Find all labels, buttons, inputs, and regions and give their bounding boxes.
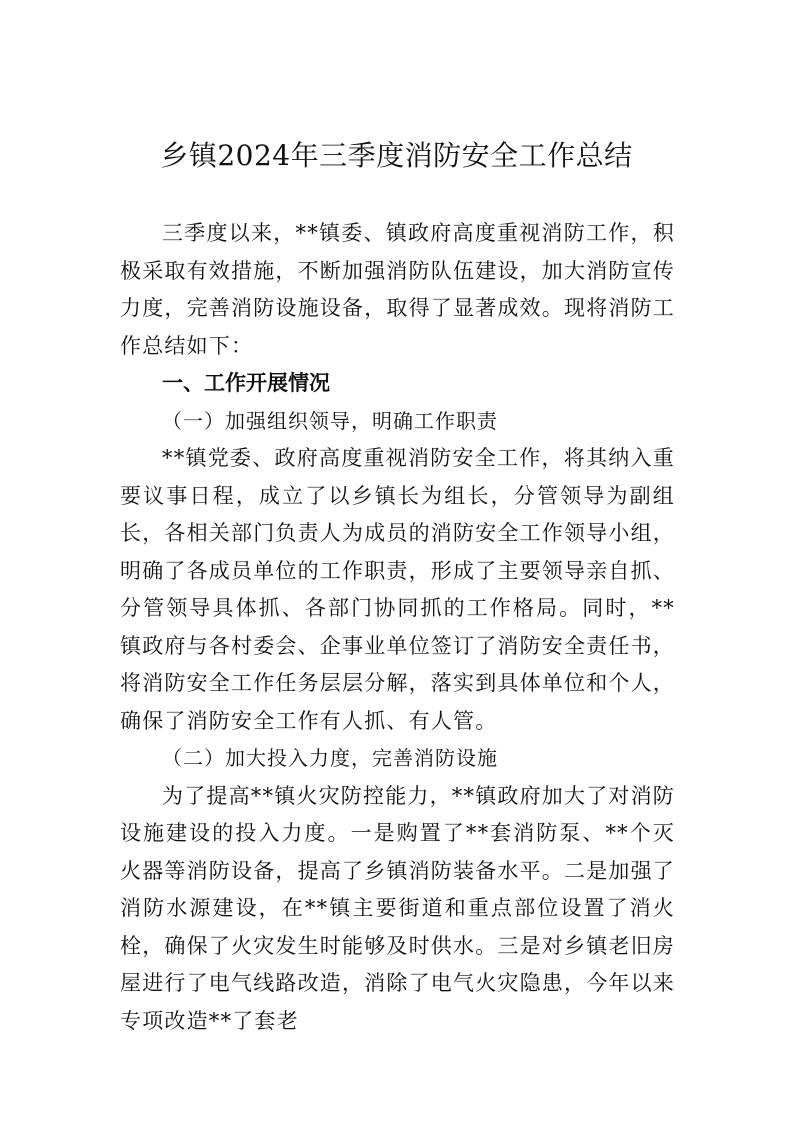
document-body (120, 215, 675, 1040)
intro-paragraph: 三季度以来，**镇委、镇政府高度重视消防工作，积极采取有效措施，不断加强消防队伍建设，加大消防宣传力度，完善消防设施设备，取得了显著成效。现将消防工作总结如下： (120, 221, 675, 358)
subsection-paragraph-investment: 为了提高**镇火灾防控能力，**镇政府加大了对消防设施建设的投入力度。一是购置了**套消防泵、**个灭火器等消防设备，提高了乡镇消防装备水平。二是加强了消防水源建设，在**镇主要街道和重点部位设置了消火栓，确保了火灾发生时能够及时供水。三是对乡镇老旧房屋进行了电气线路改造，消除了电气火灾隐患，今年以来专项改造**了套老 (120, 783, 675, 1033)
subsection-paragraph-organization: **镇党委、政府高度重视消防安全工作，将其纳入重要议事日程，成立了以乡镇长为组长，分管领导为副组长，各相关部门负责人为成员的消防安全工作领导小组，明确了各成员单位的工作职责，形成了主要领导亲自抓、分管领导具体抓、各部门协同抓的工作格局。同时，**镇政府与各村委会、企事业单位签订了消防安全责任书，将消防安全工作任务层层分解，落实到具体单位和个人，确保了消防安全工作有人抓、有人管。 (120, 446, 675, 733)
subsection-heading-investment: （二）加大投入力度，完善消防设施 (162, 746, 498, 770)
document-title: 乡镇2024年三季度消防安全工作总结 (160, 139, 633, 172)
subsection-heading-organization: （一）加强组织领导，明确工作职责 (162, 408, 498, 433)
section-heading-work-status: 一、工作开展情况 (162, 371, 330, 395)
